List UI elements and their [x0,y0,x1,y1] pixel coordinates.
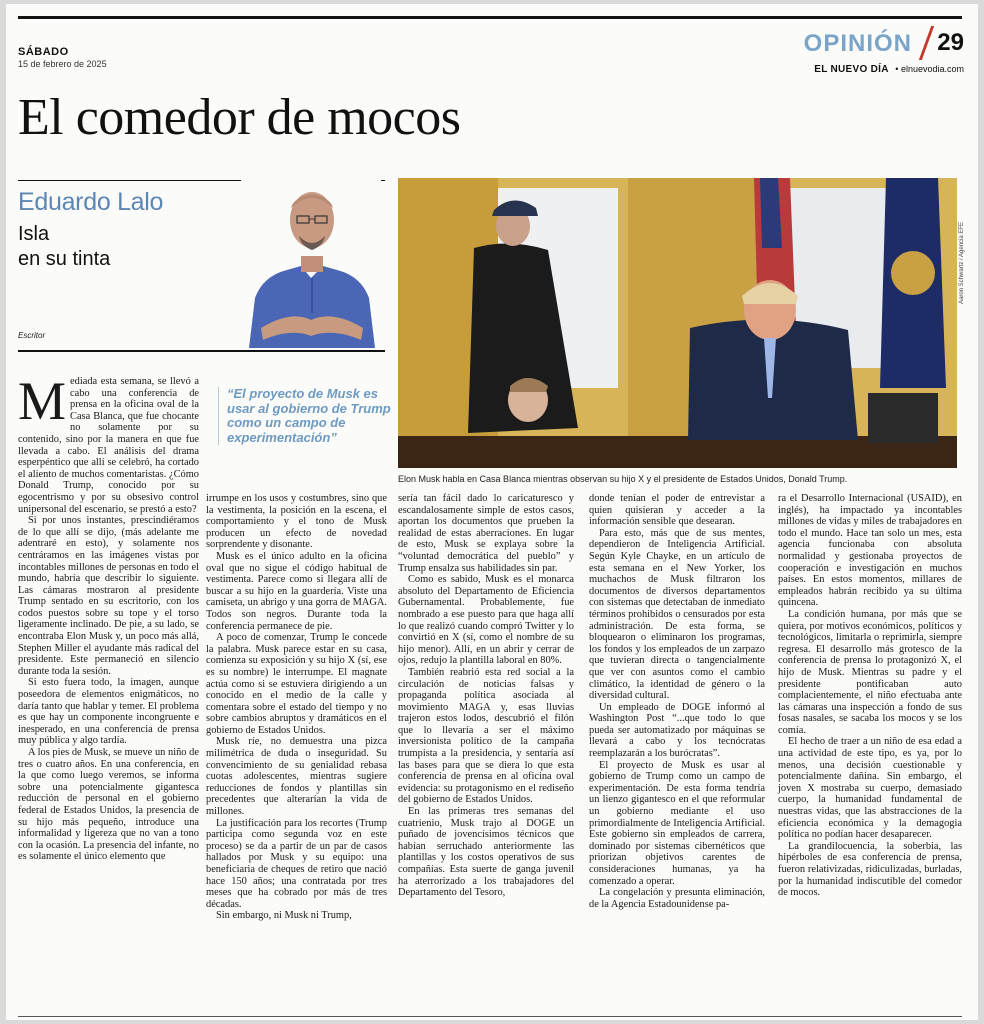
date-label: 15 de febrero de 2025 [18,59,107,69]
photo-credit: Aaron Schwartz / Agencia EFE [959,221,965,304]
column-name-line1: Isla [18,223,50,245]
article-paragraph: Musk es el único adulto en la oficina oval que no sigue el código habitual de vestimenta. Parece como si llegara allí de buscar a su hijo en la guardería. Viste una camiseta, un abrigo y una gorra de MAGA. Todos son negros. Durante toda la conferencia permanece de pie. [206,550,387,632]
article-paragraph: Como es sabido, Musk es el monarca absoluto del Departamento de Eficiencia Gubernamental. Probablemente, fue nombrado a ese puesto para que haga allí lo que realizó cuando compró Twitter y lo convirtió en X (sí, como el nombre de su hijo menor). Allí, en un abrir y cerrar de ojos, redujo la plantilla laboral en 80%. [398,574,574,667]
article-paragraph [18,371,199,515]
brand-line [814,64,964,75]
main-photo [398,178,957,468]
author-bottom-rule [18,350,385,352]
bottom-rule [18,1016,962,1017]
article-paragraph: El proyecto de Musk es usar al gobierno de Trump como un campo de experimentación. De esta forma tendría un lienzo gigantesco en el que reformular un gobierno mediante el uso primordialmente de Inteligencia Artificial. Este gobierno sin empleados de carrera, dominado por sistemas cibernéticos que priorizan objetivos carentes de consideraciones humanas, ya ha comenzado a operar. [589,759,765,887]
article-column-2 [206,493,387,1013]
day-label: SÁBADO [18,46,69,58]
article-paragraph: ra el Desarrollo Internacional (USAID), en inglés), ha impactado ya incontables millones de vidas y miles de trabajadores en todo el mundo. Hace tan solo un mes, esta agencia funcionaba con absoluta normalidad y gestionaba proyectos de cooperación e investigación en muchos países. En estos momentos, millares de empleados habrán recibido ya su última quincena. [778,493,962,609]
paragraph-text: ediada esta semana, se llevó a cabo una conferencia de prensa en la oficina oval de la Casa Blanca, que fue chocante no solamente por su contenido, sino por la manera en que fue llevada a cabo. El análisis del drama esperpéntico que allí se celebró, ha cortado el aliento de muchos comentaristas. ¿Cómo Donald Trump, conocido por su egocentrismo y por su obsesivo control unipersonal del escenario, se prestó a esto? [18,376,199,515]
article-paragraph: También reabrió esta red social a la circulación de noticias falsas y propaganda política asociada al movimiento MAGA y, esas lluvias trajeron estos lodos, descubrió el filón que lo llevaría a ser el máximo inversionista político de la campaña trumpista a la presidencia, y sentaría así las bases para que se diera lo que esta conferencia de prensa en al oficina oval evidencia: su protagonismo en el rediseño del gobierno de Estados Unidos. [398,666,574,806]
article-paragraph: La congelación y presunta eliminación, de la Agencia Estadounidense pa- [589,887,765,910]
oval-office-photo [398,178,957,468]
column-name [18,222,158,272]
article-paragraph: Si por unos instantes, prescindiéramos de lo que allí se dijo, (más adelante me adentraré en esto), y solamente nos centráramos en las imágenes vistas por incontables millones de personas en todo el mundo, habría que describir lo siguiente. Las cámaras mostraron al presidente Trump sentado en su escritorio, con los codos puestos sobre su tope y el torso ligeramente inclinado. De pie, a su lado, se encontraba Elon Musk y, un poco más allá, Stephen Miller el ayudante más radical del presidente. Este permaneció en silencio durante toda la sesión. [18,515,199,677]
article-column-5 [778,493,962,1013]
article-column-4 [589,493,765,1013]
article-paragraph: La justificación para los recortes (Trump participa como segunda voz en este proceso) se da a partir de un par de casos hallados por Musk y su equipo: una beneficiaria de cheques de retiro que nació hace 150 años; una contratada por tres meses que ha cobrado por más de tres décadas. [206,817,387,910]
brand-name: EL NUEVO DÍA [814,64,889,75]
drop-cap: M [18,371,67,431]
date-block [18,46,107,69]
article-paragraph: Un empleado de DOGE informó al Washington Post “...que todo lo que pueda ser automatizado por máquinas se llevará a cabo y los tecnócratas reemplazarán a los burócratas”. [589,701,765,760]
author-block [18,182,385,350]
author-photo [241,178,381,348]
column-name-line2: en su tinta [18,248,111,270]
photo-caption: Elon Musk habla en Casa Blanca mientras observan su hijo X y el presidente de Estados Unidos, Donald Trump. [398,474,848,484]
newspaper-page [6,4,978,1020]
article-column-1 [18,371,199,1001]
section-title: OPINIÓN [803,30,912,57]
top-rule [18,16,962,19]
article-paragraph: La condición humana, por más que se quiera, por motivos económicos, políticos y tecnológicos, limitarla o reprimirla, siempre regresa. El desarrollo más grotesco de la conferencia de prensa lo protagonizó X, el hijo de Musk. Mientras su padre y el presidente pontificaban auto complacientemente, el niño efectuaba ante las cámaras una inspección a fondo de sus fosas nasales, se sacaba los mocos y se los comía. [778,608,962,736]
section-header [764,30,964,82]
article-paragraph: Para esto, más que de sus mentes, dependieron de Inteligencia Artificial. Según Kyle Chayke, en un artículo de esta semana en el New Yorker, los muchachos de Musk filtraron los documentos de diversos departamentos con sistemas que detectaban de inmediato términos prohibidos o censurados por esta administración. De esta forma, se bloquearon o eliminaron los programas, los fondos y los empleados de un zarpazo que tuvieran directa o tangencialmente que ver con asuntos como el cambio climático, la identidad de género o la diversidad cultural. [589,527,765,702]
article-paragraph: A poco de comenzar, Trump le concede la palabra. Musk parece estar en su casa, comienza su exposición y su hijo X (sí, ese es su nombre) le interrumpe. El magnate actúa como si se estuviera dirigiendo a un conocido en el medio de la calle y comentara sobre el estado del tiempo y no sobre cambios abruptos y dramáticos en el gobierno de Estados Unidos. [206,632,387,736]
author-name: Eduardo Lalo [18,188,164,216]
section-slash [919,26,934,60]
article-paragraph: Musk ríe, no demuestra una pizca milimétrica de duda o inseguridad. Su convencimiento de su genialidad rebasa cuotas adolescentes, mientras sugiere reducciones de fondos y plantillas sin precedentes que alterarían la vida de millones. [206,736,387,818]
page-number: 29 [937,29,964,56]
article-paragraph: En las primeras tres semanas del cuatrienio, Musk trajo al DOGE un puñado de jovencísimos técnicos que habían serruchado anteriormente las plantillas y los costos operativos de sus compañías. Esta suerte de ganga juvenil ha aterrorizado a los trabajadores del Departamento del Tesoro, [398,806,574,899]
pull-quote: “El proyecto de Musk es usar al gobierno de Trump como un campo de experimentación” [218,387,397,445]
article-paragraph: irrumpe en los usos y costumbres, sino que la vestimenta, la posición en la escena, el comportamiento y el tono de Musk producen un efecto de novedad sorprendente y disonante. [206,493,387,551]
headline: El comedor de mocos [18,89,461,146]
article-paragraph: Sin embargo, ni Musk ni Trump, [216,910,352,922]
article-paragraph: sería tan fácil dado lo caricaturesco y escandalosamente simple de estos casos, aportan los documentos que prueben la realidad de estas aberraciones. En lugar de esto, Musk se explaya sobre la “voluntad democrática del pueblo” y Trump ensalza sus habilidades sin par. [398,493,574,574]
article-column-3 [398,493,574,1013]
brand-bullet: • [895,64,899,74]
author-role: Escritor [18,331,46,340]
article-paragraph: donde tenían el poder de entrevistar a quien quisieran y acceder a la información sensible que desearan. [589,493,765,528]
article-paragraph: El hecho de traer a un niño de esa edad a una actividad de este tipo, es ya, por lo menos, una decisión cuestionable y potencialmente dañina. Sin embargo, el joven X mostraba su cuerpo, demasiado cuerpo, la humanidad fundamental de nuestras vidas, que las abstracciones de la eficiencia económica y la demagogia política no podían hacer desaparecer. [778,736,962,841]
article-paragraph: La grandilocuencia, la soberbia, las hipérboles de esa conferencia de prensa, fueron relativizadas, ridiculizadas, burladas, por la humanidad indiscutible del comedor de mocos. [778,840,962,899]
article-paragraph: Si esto fuera todo, la imagen, aunque poseedora de elementos enigmáticos, no daría tanto que hablar y temer. El problema es que hay un componente incongruente e inesperado, en una conferencia de prensa muy pública y algo tardía. [18,677,199,747]
article-paragraph: A los pies de Musk, se mueve un niño de tres o cuatro años. En una conferencia, en la que como luego veremos, se informa sobre una potencialmente gigantesca reducción de personal en el gobierno federal de Estados Unidos, la presencia de su hijo más pequeño, introduce una informalidad y ligereza que no van a tono con la ocasión. La presencia del infante, no es solamente el único elemento que [18,747,199,863]
brand-site: elnuevodia.com [900,64,964,74]
